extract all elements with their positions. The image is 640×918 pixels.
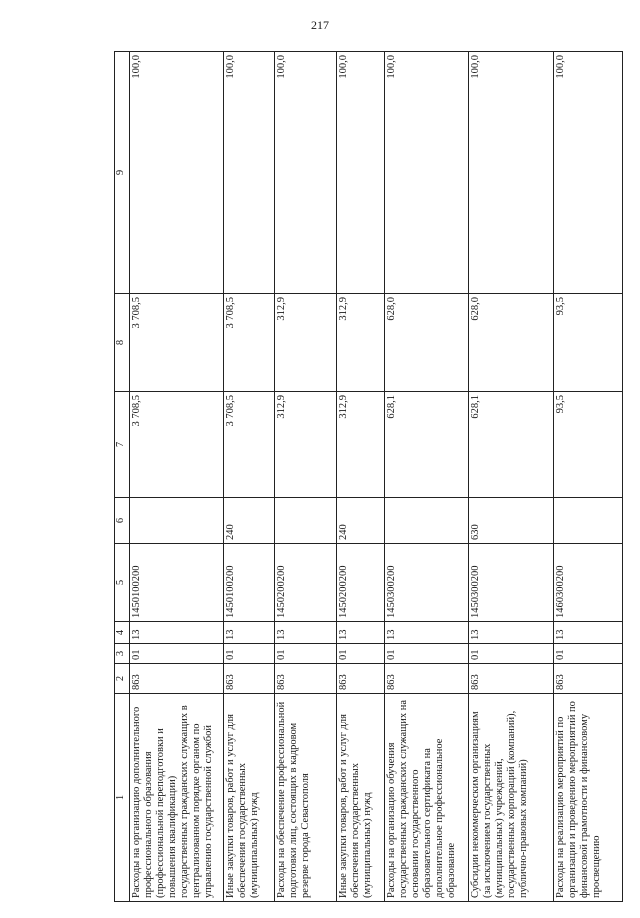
executed-amount: 312,9 xyxy=(336,294,384,392)
column-number: 9 xyxy=(115,52,130,294)
target-article-code: 1450100200 xyxy=(224,544,274,622)
execution-percent: 100,0 xyxy=(385,52,469,294)
table-row xyxy=(130,52,224,902)
table-row xyxy=(469,52,553,902)
expense-type-code xyxy=(553,498,622,544)
target-article-code: 1450300200 xyxy=(469,544,553,622)
expense-description: Расходы на обеспечение профессиональной подготовки лиц, состоящих в кадровом резерве города Севастополя xyxy=(274,694,336,902)
planned-amount: 312,9 xyxy=(336,392,384,498)
expense-description: Расходы на организацию обучения государственных гражданских служащих на основании государственного образовательного сертификата на дополнительное профессиональное образование xyxy=(385,694,469,902)
target-article-code: 1450200200 xyxy=(274,544,336,622)
expense-description: Иные закупки товаров, работ и услуг для обеспечения государственных (муниципальных) нужд xyxy=(224,694,274,902)
column-number: 3 xyxy=(115,644,130,664)
table-row xyxy=(336,52,384,902)
executed-amount: 312,9 xyxy=(274,294,336,392)
subsection-code: 13 xyxy=(130,622,224,644)
execution-percent: 100,0 xyxy=(130,52,224,294)
budget-table xyxy=(114,51,623,902)
page-number: 217 xyxy=(311,18,329,32)
planned-amount: 93,5 xyxy=(553,392,622,498)
execution-percent: 100,0 xyxy=(336,52,384,294)
department-code: 863 xyxy=(130,664,224,694)
table-row xyxy=(553,52,622,902)
expense-description: Расходы на реализацию мероприятий по организации и проведению мероприятий по финансовой грамотности и финансовому просвещению xyxy=(553,694,622,902)
expense-description: Расходы на организацию дополнительного профессионального образования (профессиональной переподготовки и повышения квалификации) государственных гражданских служащих в централизованном порядке органом по управлению государственной службой xyxy=(130,694,224,902)
planned-amount: 628,1 xyxy=(469,392,553,498)
expense-type-code: 240 xyxy=(336,498,384,544)
section-code: 01 xyxy=(336,644,384,664)
column-number: 6 xyxy=(115,498,130,544)
section-code: 01 xyxy=(553,644,622,664)
executed-amount: 628,0 xyxy=(385,294,469,392)
target-article-code: 1450100200 xyxy=(130,544,224,622)
table-row xyxy=(385,52,469,902)
executed-amount: 3 708,5 xyxy=(224,294,274,392)
subsection-code: 13 xyxy=(274,622,336,644)
expense-description: Иные закупки товаров, работ и услуг для обеспечения государственных (муниципальных) нужд xyxy=(336,694,384,902)
section-code: 01 xyxy=(469,644,553,664)
expense-type-code xyxy=(130,498,224,544)
subsection-code: 13 xyxy=(336,622,384,644)
subsection-code: 13 xyxy=(469,622,553,644)
table-row xyxy=(224,52,274,902)
table-wrapper xyxy=(114,52,623,902)
planned-amount: 3 708,5 xyxy=(130,392,224,498)
executed-amount: 3 708,5 xyxy=(130,294,224,392)
execution-percent: 100,0 xyxy=(553,52,622,294)
planned-amount: 628,1 xyxy=(385,392,469,498)
execution-percent: 100,0 xyxy=(469,52,553,294)
department-code: 863 xyxy=(553,664,622,694)
expense-type-code xyxy=(274,498,336,544)
section-code: 01 xyxy=(224,644,274,664)
column-number: 1 xyxy=(115,694,130,902)
department-code: 863 xyxy=(336,664,384,694)
column-number: 5 xyxy=(115,544,130,622)
section-code: 01 xyxy=(274,644,336,664)
executed-amount: 93,5 xyxy=(553,294,622,392)
department-code: 863 xyxy=(385,664,469,694)
department-code: 863 xyxy=(469,664,553,694)
target-article-code: 1450200200 xyxy=(336,544,384,622)
subsection-code: 13 xyxy=(224,622,274,644)
expense-type-code xyxy=(385,498,469,544)
expense-type-code: 630 xyxy=(469,498,553,544)
column-number: 8 xyxy=(115,294,130,392)
column-number-row xyxy=(115,52,130,902)
department-code: 863 xyxy=(224,664,274,694)
section-code: 01 xyxy=(130,644,224,664)
rotated-table-area xyxy=(114,52,623,902)
executed-amount: 628,0 xyxy=(469,294,553,392)
column-number: 4 xyxy=(115,622,130,644)
subsection-code: 13 xyxy=(553,622,622,644)
column-number: 2 xyxy=(115,664,130,694)
table-row xyxy=(274,52,336,902)
execution-percent: 100,0 xyxy=(224,52,274,294)
planned-amount: 312,9 xyxy=(274,392,336,498)
section-code: 01 xyxy=(385,644,469,664)
target-article-code: 1460300200 xyxy=(553,544,622,622)
execution-percent: 100,0 xyxy=(274,52,336,294)
subsection-code: 13 xyxy=(385,622,469,644)
department-code: 863 xyxy=(274,664,336,694)
planned-amount: 3 708,5 xyxy=(224,392,274,498)
expense-type-code: 240 xyxy=(224,498,274,544)
column-number: 7 xyxy=(115,392,130,498)
target-article-code: 1450300200 xyxy=(385,544,469,622)
expense-description: Субсидии некоммерческим организациям (за исключением государственных (муниципальных) учреждений, государственных корпораций (компаний), публично-правовых компаний) xyxy=(469,694,553,902)
